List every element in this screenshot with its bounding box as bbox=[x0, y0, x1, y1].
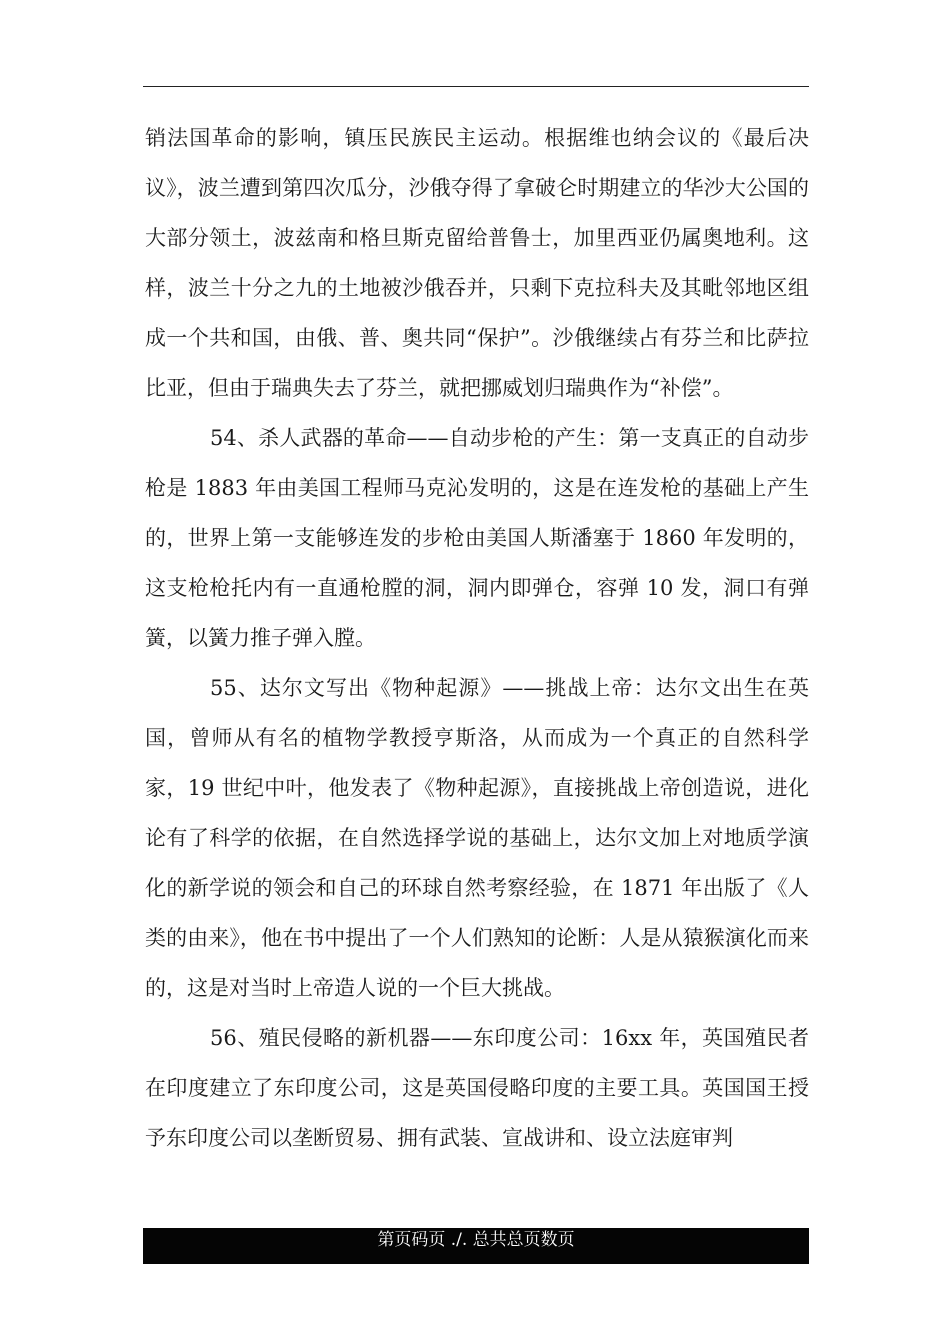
document-body bbox=[145, 113, 809, 1163]
paragraph-continuation: 销法国革命的影响，镇压民族民主运动。根据维也纳会议的《最后决议》，波兰遭到第四次瓜分，沙俄夺得了拿破仑时期建立的华沙大公国的大部分领土，波兹南和格旦斯克留给普鲁士，加里西亚仍属奥地利。这样，波兰十分之九的土地被沙俄吞并，只剩下克拉科夫及其毗邻地区组成一个共和国，由俄、普、奥共同“保护”。沙俄继续占有芬兰和比萨拉比亚，但由于瑞典失去了芬兰，就把挪威划归瑞典作为“补偿”。 bbox=[145, 126, 809, 400]
paragraph-54-automatic-rifle: 54、杀人武器的革命——自动步枪的产生：第一支真正的自动步枪是 1883 年由美国工程师马克沁发明的，这是在连发枪的基础上产生的，世界上第一支能够连发的步枪由美国人斯潘塞于 1860 年发明的，这支枪枪托内有一直通枪膛的洞，洞内即弹仓，容弹 10 发，洞口有弹簧，以簧力推子弹入膛。 bbox=[145, 426, 809, 650]
page-footer bbox=[143, 1228, 809, 1264]
header-rule bbox=[143, 86, 809, 87]
paragraph-56-east-india-company: 56、殖民侵略的新机器——东印度公司：16xx 年，英国殖民者在印度建立了东印度公司，这是英国侵略印度的主要工具。英国国王授予东印度公司以垄断贸易、拥有武装、宣战讲和、设立法庭审判 bbox=[145, 1026, 809, 1150]
paragraph-55-darwin: 55、达尔文写出《物种起源》——挑战上帝：达尔文出生在英国，曾师从有名的植物学教授亨斯洛，从而成为一个真正的自然科学家，19 世纪中叶，他发表了《物种起源》，直接挑战上帝创造说，进化论有了科学的依据，在自然选择学说的基础上，达尔文加上对地质学演化的新学说的领会和自己的环球自然考察经验，在 1871 年出版了《人类的由来》，他在书中提出了一个人们熟知的论断：人是从猿猴演化而来的，这是对当时上帝造人说的一个巨大挑战。 bbox=[145, 676, 809, 1000]
page-number-text: 第页码页 ./. 总共总页数页 bbox=[377, 1230, 575, 1250]
